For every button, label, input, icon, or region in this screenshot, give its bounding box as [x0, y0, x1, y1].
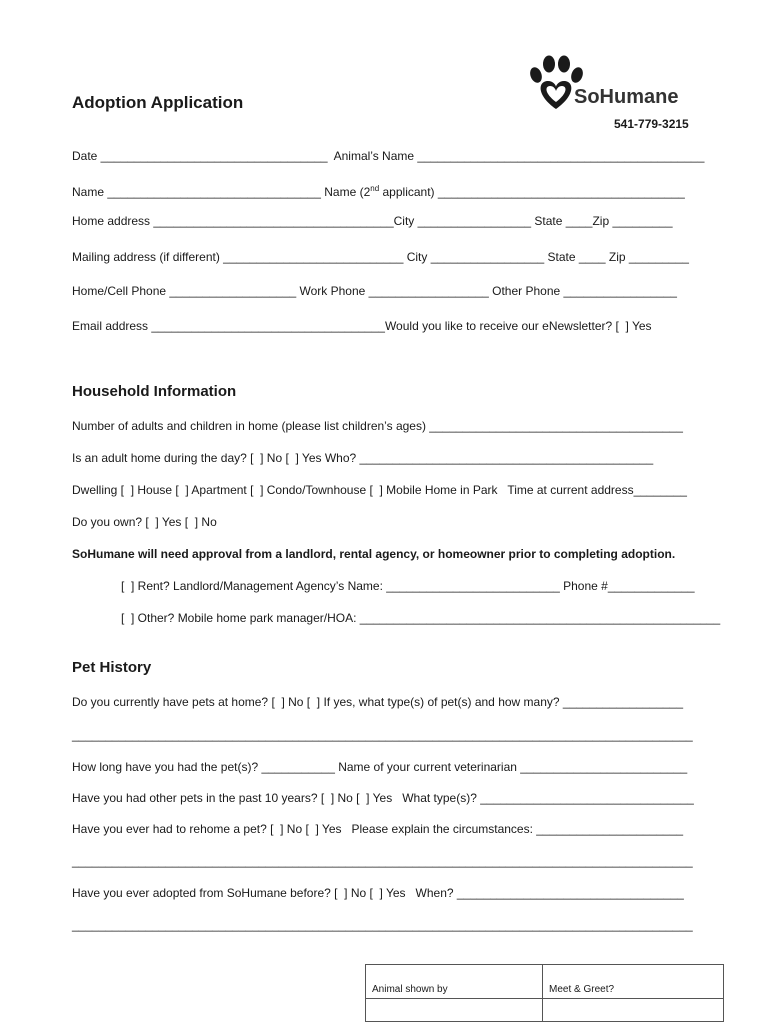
household-members-question[interactable]: Number of adults and children in home (please list children’s ages) ______________________________________	[72, 419, 683, 433]
adopted-before-question[interactable]: Have you ever adopted from SoHumane before? [ ] No [ ] Yes When? __________________________________	[72, 886, 684, 900]
meet-greet-cell: Meet & Greet?	[543, 965, 724, 999]
animal-shown-by-value-cell[interactable]	[366, 999, 543, 1022]
past-pets-question[interactable]: Have you had other pets in the past 10 years? [ ] No [ ] Yes What type(s)? ________________________________	[72, 791, 694, 805]
pet-duration-vet-question[interactable]: How long have you had the pet(s)? ___________ Name of your current veterinarian _________________________	[72, 760, 688, 774]
adopted-before-blank-line[interactable]: _____________________________________________________________________________________________	[72, 918, 693, 932]
landlord-approval-notice: SoHumane will need approval from a landlord, rental agency, or homeowner prior to completing adoption.	[72, 547, 676, 561]
name-line-part-b: applicant) _____________________________________	[379, 185, 685, 199]
logo-text: SoHumane	[574, 86, 679, 108]
other-manager-line[interactable]: [ ] Other? Mobile home park manager/HOA: ______________________________________________________	[121, 611, 721, 625]
current-pets-blank-line[interactable]: _____________________________________________________________________________________________	[72, 728, 693, 742]
name-line-part-a: Name ________________________________ Name (2	[72, 185, 371, 199]
name-line[interactable]	[72, 182, 685, 199]
meet-greet-value-cell[interactable]	[543, 999, 724, 1022]
pet-history-heading: Pet History	[72, 659, 152, 676]
rehome-question[interactable]: Have you ever had to rehome a pet? [ ] No [ ] Yes Please explain the circumstances: ______________________	[72, 822, 684, 836]
staff-use-table	[365, 964, 724, 1022]
home-address-line[interactable]: Home address ____________________________________City _________________ State ____Zip _________	[72, 214, 673, 228]
adult-home-question[interactable]: Is an adult home during the day? [ ] No [ ] Yes Who? ____________________________________________	[72, 451, 654, 465]
current-pets-question[interactable]: Do you currently have pets at home? [ ] No [ ] If yes, what type(s) of pet(s) and how many? __________________	[72, 695, 684, 709]
household-heading: Household Information	[72, 383, 237, 400]
name-line-superscript: nd	[370, 184, 380, 193]
email-newsletter-line[interactable]: Email address ___________________________________Would you like to receive our eNewsletter? [ ] Yes	[72, 319, 652, 333]
dwelling-question[interactable]: Dwelling [ ] House [ ] Apartment [ ] Condo/Townhouse [ ] Mobile Home in Park Time at current address________	[72, 483, 687, 497]
phone-number: 541-779-3215	[614, 117, 689, 131]
mailing-address-line[interactable]: Mailing address (if different) ___________________________ City _________________ State ____ Zip _________	[72, 250, 689, 264]
rehome-blank-line[interactable]: _____________________________________________________________________________________________	[72, 854, 693, 868]
date-animal-name-line[interactable]: Date __________________________________ Animal’s Name ___________________________________________	[72, 149, 705, 163]
rent-landlord-line[interactable]: [ ] Rent? Landlord/Management Agency’s Name: __________________________ Phone #_____________	[121, 579, 695, 593]
phone-numbers-line[interactable]: Home/Cell Phone ___________________ Work Phone __________________ Other Phone _________________	[72, 284, 677, 298]
animal-shown-by-cell: Animal shown by	[366, 965, 543, 999]
form-title: Adoption Application	[72, 93, 244, 112]
own-question[interactable]: Do you own? [ ] Yes [ ] No	[72, 515, 217, 529]
